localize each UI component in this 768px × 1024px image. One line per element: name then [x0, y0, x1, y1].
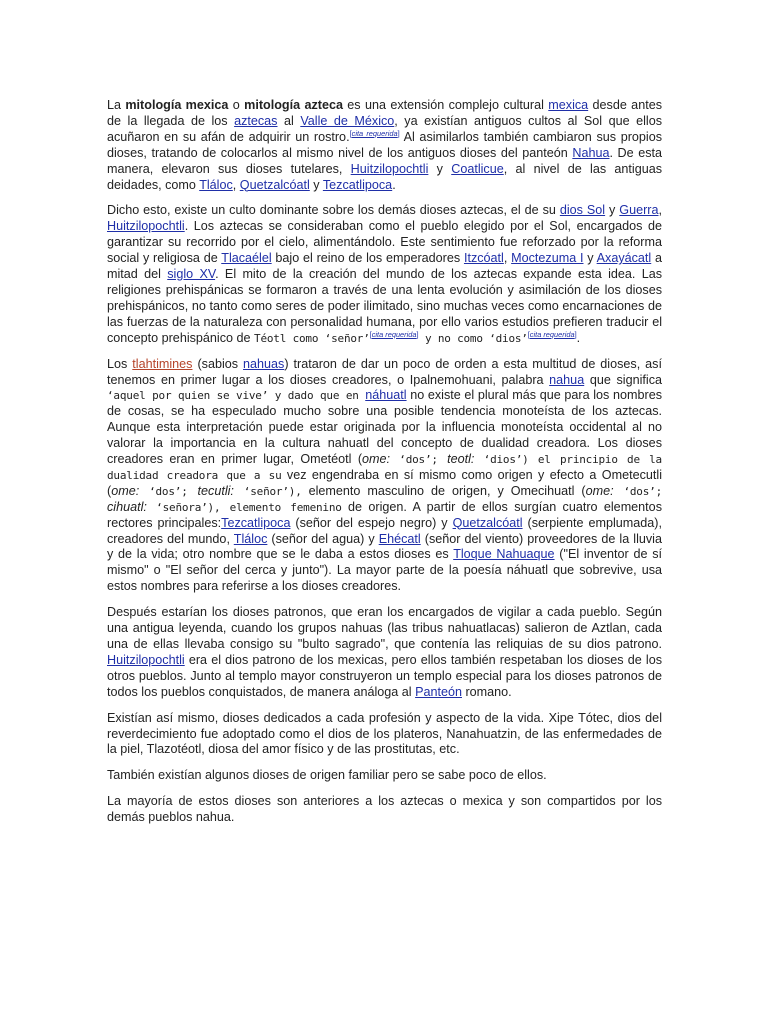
link-panteon[interactable]: Panteón	[415, 684, 462, 699]
text: que significa	[584, 372, 662, 387]
text: , al nivel de las antiguas deidades, como	[107, 161, 663, 192]
text: ‘dios’) el principio de la dualidad creadora que a su	[107, 453, 662, 482]
text: ‘dos’;	[139, 484, 198, 498]
text: Después estarían los dioses patronos, que eran los encargados de vigilar a cada pueblo. Según una antigua leyenda, cuando los grupos nahuas (las tribus nahuatlacas) salieron de Aztlan, cada una de ellas llevaba consigo su "bulto sagrado", que contenía las reliquias de su dios patrono.	[107, 605, 662, 651]
term: teotl:	[447, 452, 475, 467]
link-tezcatlipoca[interactable]: Tezcatlipoca	[221, 515, 291, 530]
text: a mitad del	[107, 251, 663, 282]
link-nahua[interactable]: Nahua	[572, 145, 610, 160]
link-tlacaelel[interactable]: Tlacaélel	[221, 251, 272, 266]
citation-needed-link[interactable]: cita requerida	[371, 329, 417, 339]
text: Téotl como ‘señor’	[254, 331, 370, 345]
text: bajo el reino de los emperadores	[271, 251, 464, 266]
term: tecutli:	[197, 483, 234, 498]
paragraph-profesiones	[107, 711, 662, 759]
text: era el dios patrono de los mexicas, pero ellos también respetaban los dioses de los otros pueblos. Junto al templo mayor construyeron un templo especial para los dioses patronos de todos los pueblos conquistados, de manera análoga al	[107, 652, 662, 699]
link-itzcoatl[interactable]: Itzcóatl	[463, 251, 504, 266]
citation-needed: [cita requerida]	[369, 329, 419, 339]
term: ome:	[585, 483, 614, 498]
link-tezcatlipoca[interactable]: Tezcatlipoca	[322, 177, 393, 192]
text: Al asimilarlos también cambiaron sus propios dioses, tratando de colocarlos al mismo nivel de los antiguos dioses del panteón	[107, 129, 663, 160]
text: ,	[503, 251, 512, 266]
text: ‘dos’;	[613, 484, 662, 498]
text: ("El inventor de sí mismo" o "El señor del cerca y junto"). La mayor parte de la poesía náhuatl que sobrevive, usa estos nombres para referirse a los dioses creadores.	[107, 547, 662, 594]
text: no existe el plural más que para los nombres de cosas, se ha especulado mucho sobre una posible tendencia monoteísta de los aztecas. Aunque esta interpretación puede estar originada por la influencia monoteísta occidental al no valorar la importancia en la cultura nahuatl del concepto de dualidad creadora. Los dioses creadores eran en primer lugar, Ometéotl (	[107, 388, 662, 467]
link-mexica[interactable]: mexica	[548, 98, 589, 112]
paragraph-culto-dominante	[107, 203, 662, 346]
text: Existían así mismo, dioses dedicados a cada profesión y aspecto de la vida. Xipe Tótec, dios del reverdecimiento fue adoptado como el dios de los plateros, Nanahuatzin, de las enfermedades de la piel, Tlazotéotl, diosa del amor físico y de las prostitutas, etc.	[107, 710, 662, 757]
citation-needed-link[interactable]: cita requerida	[529, 329, 575, 339]
text: .	[392, 177, 396, 192]
link-moctezuma-i[interactable]: Moctezuma I	[511, 251, 584, 266]
link-nahua[interactable]: nahua	[549, 372, 585, 387]
paragraph-dioses-patronos	[107, 605, 662, 700]
text: . El mito de la creación del mundo de los aztecas expande esta idea. Las religiones prehispánicas se formaron a través de una lenta evolución y asimilación de los dioses prehispánicos, no tanto como seres de poder ilimitado, sino muchas veces como encarnaciones de las fuerzas de la naturaleza con personalidad humana, por ello varios estudios prefieren traducir el concepto prehispánico de	[107, 267, 662, 345]
link-huitzilopochtli[interactable]: Huitzilopochtli	[107, 652, 185, 667]
link-tlaloc[interactable]: Tláloc	[199, 177, 233, 192]
text: (sabios	[192, 356, 244, 371]
link-tloque-nahuaque[interactable]: Tloque Nahuaque	[453, 547, 555, 562]
text: También existían algunos dioses de origen familiar pero se sabe poco de ellos.	[107, 768, 547, 783]
link-huitzilopochtli[interactable]: Huitzilopochtli	[350, 161, 429, 176]
text: ‘dos’;	[390, 453, 448, 467]
text: ‘aquel por quien se vive’ y dado que en	[107, 389, 366, 403]
text: elemento masculino de origen, y Omecihuatl (	[301, 483, 586, 498]
text: Los	[107, 356, 133, 371]
text: de origen. A partir de ellos surgían cuatro elementos rectores principales:	[107, 499, 662, 530]
link-quetzalcoatl[interactable]: Quetzalcóatl	[239, 177, 310, 192]
text: ) trataron de dar un poco de orden a esta multitud de dioses, así tenemos en primer lugar a los dioses creadores, o Ipalnemohuani, palabra	[107, 356, 662, 387]
link-huitzilopochtli[interactable]: Huitzilopochtli	[107, 219, 185, 234]
text: . Los aztecas se consideraban como el pueblo elegido por el Sol, encargados de garantizar su recorrido por el cielo, alimentándolo. Este sentimiento fue reforzado por la reforma social y religiosa de	[107, 219, 662, 266]
text: La mayoría de estos dioses son anteriores a los aztecas o mexica y son compartidos por los demás pueblos nahua.	[107, 794, 662, 825]
term: ome:	[362, 452, 391, 467]
link-nahuatl[interactable]: náhuatl	[365, 388, 407, 403]
text: romano.	[461, 684, 512, 699]
text: ‘señor’),	[233, 484, 302, 498]
text: . De esta manera, elevaron sus dioses tutelares,	[107, 145, 662, 176]
link-quetzalcoatl[interactable]: Quetzalcóatl	[452, 515, 523, 530]
link-aztecas[interactable]: aztecas	[234, 113, 278, 128]
paragraph-tlahtimines	[107, 357, 662, 596]
text: (señor del espejo negro) y	[290, 515, 453, 530]
text: Dicho esto, existe un culto dominante sobre los demás dioses aztecas, el de su	[107, 203, 560, 218]
text: ‘señora’), elemento femenino	[146, 500, 342, 514]
text: .	[576, 330, 581, 345]
text: y	[605, 203, 620, 218]
text: desde antes de la llegada de los	[107, 98, 662, 128]
text: vez engendraba en sí mismo como origen y efecto a Ometecutli (	[107, 467, 662, 498]
link-tlaloc[interactable]: Tláloc	[233, 531, 268, 546]
term: cihuatl:	[107, 499, 147, 514]
text: (señor del viento) proveedores de la lluvia y de la vida; otro nombre que se le daba a estos dioses es	[107, 531, 662, 562]
paragraph-intro	[107, 98, 662, 193]
link-axayacatl[interactable]: Axayácatl	[596, 251, 652, 266]
text: , ya existían antiguos cultos al Sol que ellos acuñaron en su afán de adquirir un rostro.	[107, 113, 662, 144]
citation-needed-link[interactable]: cita requerida	[351, 128, 398, 138]
citation-needed: [cita requerida]	[349, 128, 400, 138]
text: y	[428, 161, 452, 176]
text: (serpiente emplumada), creadores del mundo,	[107, 515, 662, 546]
text: y	[309, 177, 323, 192]
link-nahuas[interactable]: nahuas	[243, 356, 285, 371]
paragraph-familiares	[107, 768, 662, 784]
term-mitologia-azteca: mitología azteca	[244, 98, 343, 112]
text: La	[107, 98, 126, 112]
link-siglo-xv[interactable]: siglo XV	[167, 267, 216, 282]
link-coatlicue[interactable]: Coatlicue	[451, 161, 504, 176]
link-valle-de-mexico[interactable]: Valle de México	[300, 113, 395, 128]
text: al	[277, 113, 301, 128]
citation-needed: [cita requerida]	[527, 329, 577, 339]
link-ehecatl[interactable]: Ehécatl	[378, 531, 421, 546]
text: ,	[232, 177, 240, 192]
text: (señor del agua) y	[267, 531, 379, 546]
term-mitologia-mexica: mitología mexica	[125, 98, 229, 112]
text: y	[583, 251, 597, 266]
link-guerra[interactable]: Guerra	[619, 203, 659, 218]
paragraph-anteriores	[107, 794, 662, 826]
text: o	[228, 98, 245, 112]
link-dios-sol[interactable]: dios Sol	[559, 203, 606, 218]
text: ,	[658, 203, 662, 218]
text: y no como ‘dios’	[418, 331, 528, 345]
link-tlahtimines[interactable]: tlahtimines	[132, 356, 193, 371]
text: es una extensión complejo cultural	[342, 98, 549, 112]
term: ome:	[111, 483, 140, 498]
